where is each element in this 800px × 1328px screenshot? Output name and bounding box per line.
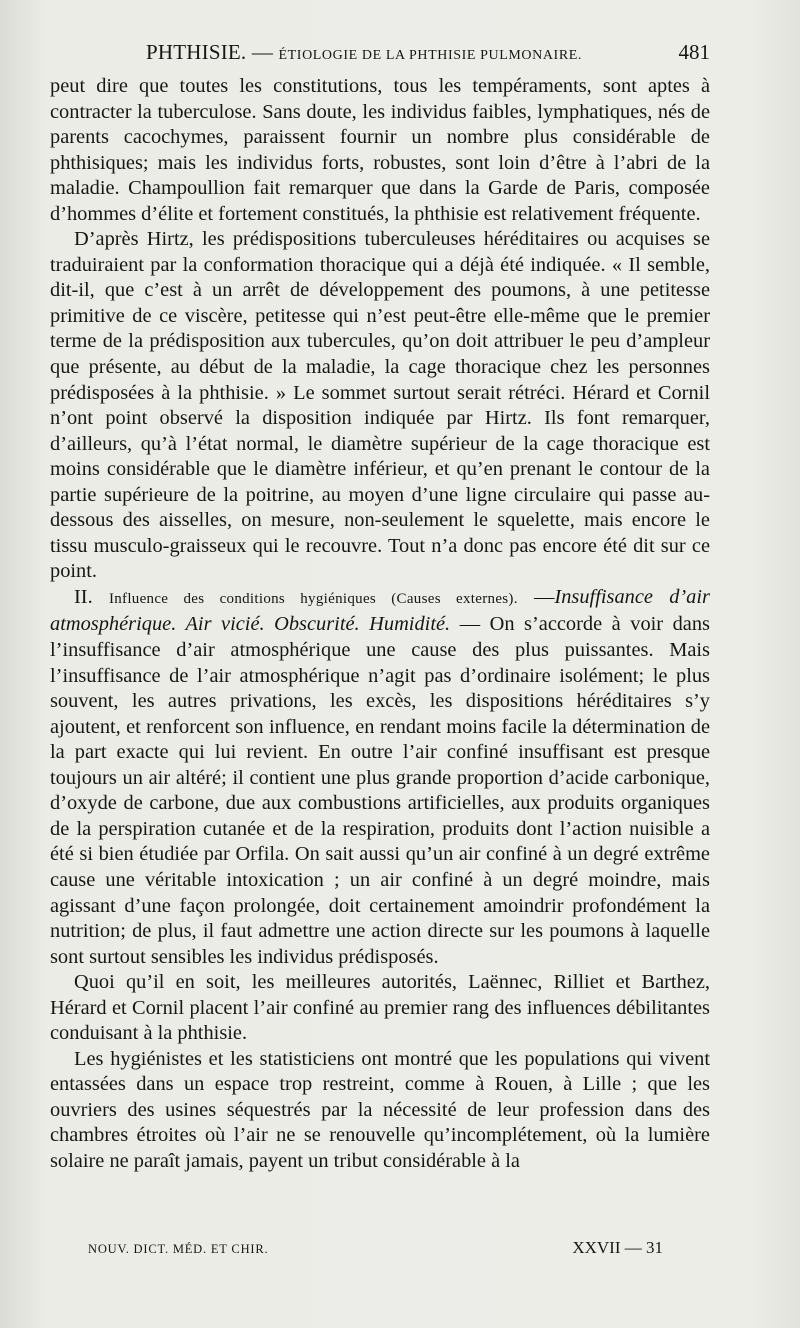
section-heading: Influence des conditions hygiéniques (Causes externes).: [108, 590, 518, 607]
subheading-italic: Insuffisance d’air atmosphérique. Air vicié. Obscurité. Humidité.: [50, 585, 710, 636]
footer-signature: NOUV. DICT. MÉD. ET CHIR.: [88, 1242, 269, 1256]
header-section: ÉTIOLOGIE DE LA PHTHISIE PULMONAIRE.: [278, 48, 583, 63]
paragraph: peut dire que toutes les constitutions, tous les tempéraments, sont aptes à contracter la tuberculose. Sans doute, les individus faibles, lymphatiques, nés de parents cacochymes, paraissent fournir un nombre plus considérable de phthisiques; mais les individus forts, robustes, sont loin d’être à l’abri de la maladie. Champoullion fait remarquer que dans la Garde de Paris, composée d’hommes d’élite et fortement constitués, la phthisie est relativement fréquente.: [50, 75, 710, 225]
paragraph: D’après Hirtz, les prédispositions tuberculeuses héréditaires ou acquises se traduiraient par la conformation thoracique qui a déjà été indiquée. « Il semble, dit-il, que c’est à un arrêt de développement des poumons, à une petitesse primitive de ce viscère, petitesse qui n’est peut-être elle-même que le premier terme de la prédisposition aux tubercules, qu’on doit attribuer le peu d’ampleur que présente, au début de la maladie, la cage thoracique chez les personnes prédisposées à la phthisie. » Le sommet surtout serait rétréci. Hérard et Cornil n’ont point observé la disposition indiquée par Hirtz. Ils font remarquer, d’ailleurs, qu’à l’état normal, le diamètre supérieur de la cage thoracique est moins considérable que le diamètre inférieur, et qu’en prenant le contour de la partie supérieure de la poitrine, au moyen d’une ligne circulaire qui passe au-dessous des aisselles, on mesure, non-seulement le squelette, mais encore le tissu musculo-graisseux qui le recouvre. Tout n’a donc pas encore été dit sur ce point.: [50, 228, 710, 583]
heading-dash: —: [534, 585, 555, 608]
heading-dash: —: [459, 613, 481, 636]
section-number: II.: [74, 585, 93, 608]
paragraph-section-ii: [50, 585, 710, 970]
paragraph: Les hygiénistes et les statisticiens ont montré que les populations qui vivent entassées dans un espace trop restreint, comme à Rouen, à Lille ; que les ouvriers des usines séquestrés par la nécessité de leur profession dans des chambres étroites où l’air ne se renouvelle qu’incomplétement, où la lumière solaire ne paraît jamais, payent un tribut considérable à la: [50, 1047, 710, 1172]
page-number: 481: [678, 40, 710, 64]
body-text: [50, 74, 710, 1175]
running-title: [146, 40, 582, 65]
section-text: On s’accorde à voir dans l’insuffisance d’air atmosphérique une cause des plus puissantes. Mais l’insuffisance de l’air atmosphérique n’agit pas d’ordinaire isolément; le plus souvent, les autres privations, les excès, les dispositions héréditaires s’y ajoutent, et renforcent son influence, en rendant moins facile la détermination de la part exacte qui lui revient. En outre l’air confiné insuffisant est presque toujours un air altéré; il contient une plus grande proportion d’acide carbonique, d’oxyde de carbone, due aux combustions artificielles, aux produits organiques de la perspiration cutanée et de la respiration, produits dont l’action nuisible a été si bien étudiée par Orfila. On sait aussi qu’un air confiné à un degré extrême cause une véritable intoxication ; un air confiné à un degré moindre, mais agissant d’une façon prolongée, doit certainement amoindrir profondément la nutrition; de plus, il faut admettre une action directe sur les poumons à laquelle sont surtout sensibles les individus prédisposés.: [50, 613, 710, 968]
page-footer: [88, 1238, 663, 1260]
running-header: [50, 40, 710, 74]
header-dash: —: [251, 40, 274, 64]
footer-sheet-number: XXVII — 31: [572, 1238, 663, 1257]
paragraph: Quoi qu’il en soit, les meilleures autorités, Laënnec, Rilliet et Barthez, Hérard et Cornil placent l’air confiné au premier rang des influences débilitantes conduisant à la phthisie.: [50, 971, 710, 1045]
header-title: PHTHISIE.: [146, 40, 247, 64]
